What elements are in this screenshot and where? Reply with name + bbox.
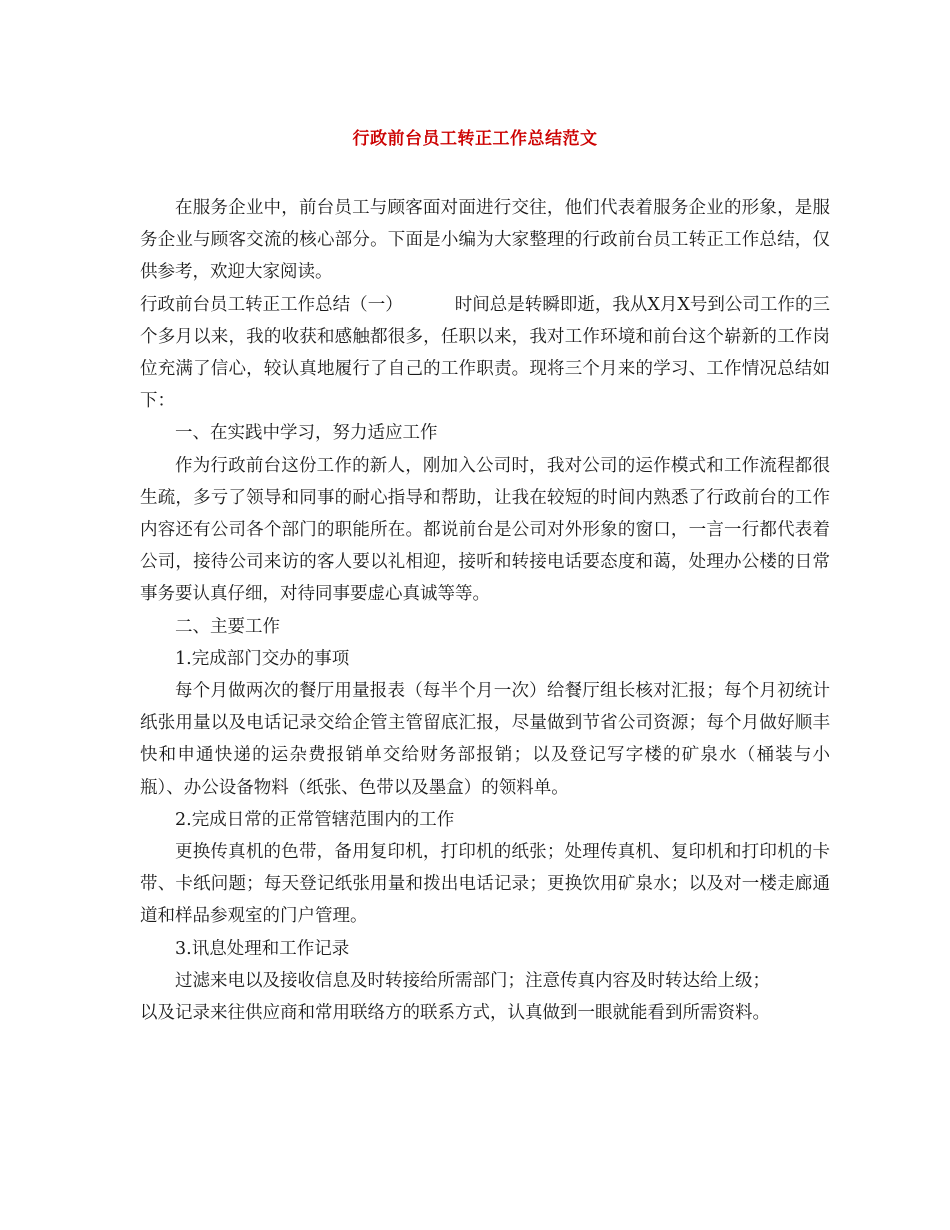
section-1-text: 时间总是转瞬即逝，我从X月X号到公司工作的三个多月以来，我的收获和感触都很多，任职以来，我对工作环境和前台这个崭新的工作岗位充满了信心，较认真地履行了自己的工作职责。现将三个月来的学习、工作情况总结如下： (140, 294, 830, 412)
paragraph-department-tasks: 每个月做两次的餐厅用量报表（每半个月一次）给餐厅组长核对汇报；每个月初统计纸张用量以及电话记录交给企管主管留底汇报，尽量做到节省公司资源；每个月做好顺丰快和申通快递的运杂费报销单交给财务部报销；以及登记写字楼的矿泉水（桶装与小瓶）、办公设备物料（纸张、色带以及墨盒）的领料单。 (140, 681, 830, 798)
paragraph-information-processing-2: 以及记录来往供应商和常用联络方的联系方式，认真做到一眼就能看到所需资料。 (140, 1003, 770, 1024)
heading-practice-learning: 一、在实践中学习，努力适应工作 (175, 423, 438, 444)
document-title: 行政前台员工转正工作总结范文 (352, 129, 598, 149)
intro-paragraph: 在服务企业中，前台员工与顾客面对面进行交往，他们代表着服务企业的形象，是服务企业与顾客交流的核心部分。下面是小编为大家整理的行政前台员工转正工作总结，仅供参考，欢迎大家阅读。 (140, 198, 830, 283)
paragraph-practice-learning: 作为行政前台这份工作的新人，刚加入公司时，我对公司的运作模式和工作流程都很生疏，多亏了领导和同事的耐心指导和帮助，让我在较短的时间内熟悉了行政前台的工作内容还有公司各个部门的职能所在。都说前台是公司对外形象的窗口，一言一行都代表着公司，接待公司来访的客人要以礼相迎，接听和转接电话要态度和蔼，处理办公楼的日常事务要认真仔细，对待同事要虚心真诚等等。 (140, 455, 830, 605)
section-1-heading: 行政前台员工转正工作总结（一） (140, 294, 403, 315)
heading-department-tasks: 1.完成部门交办的事项 (175, 648, 350, 669)
heading-daily-work: 2.完成日常的正常管辖范围内的工作 (175, 809, 455, 830)
document-body (140, 192, 830, 1029)
section-1-paragraph (140, 289, 830, 418)
heading-information-processing: 3.讯息处理和工作记录 (175, 938, 350, 959)
heading-main-work: 二、主要工作 (175, 616, 280, 637)
paragraph-daily-work: 更换传真机的色带，备用复印机，打印机的纸张；处理传真机、复印机和打印机的卡带、卡纸问题；每天登记纸张用量和拨出电话记录；更换饮用矿泉水；以及对一楼走廊通道和样品参观室的门户管理。 (140, 842, 830, 927)
paragraph-information-processing-1: 过滤来电以及接收信息及时转接给所需部门；注意传真内容及时转达给上级； (175, 970, 770, 991)
